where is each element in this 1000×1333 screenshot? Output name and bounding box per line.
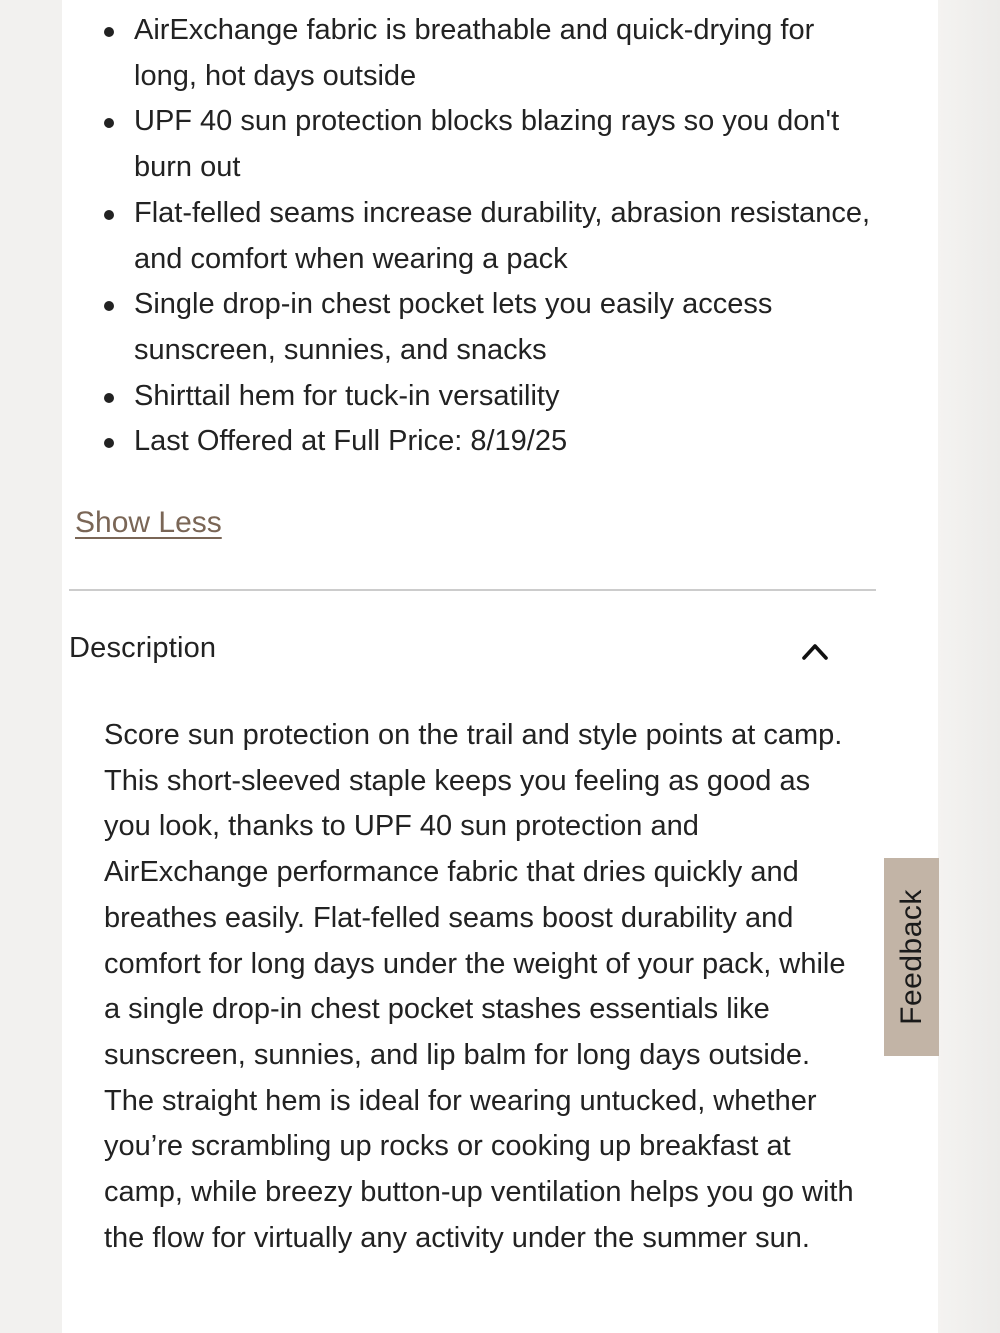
- feature-item: [134, 8, 874, 99]
- feature-list: [134, 8, 874, 465]
- feature-item: [134, 419, 874, 465]
- feedback-label: Feedback: [894, 889, 928, 1025]
- bullet-icon: [104, 301, 114, 311]
- feature-text: Single drop-in chest pocket lets you easily access sunscreen, sunnies, and snacks: [134, 288, 773, 366]
- feature-item: [134, 282, 874, 373]
- bullet-icon: [104, 438, 114, 448]
- feature-text: Last Offered at Full Price: 8/19/25: [134, 425, 568, 458]
- product-details-panel: [62, 0, 938, 1333]
- feature-text: UPF 40 sun protection blocks blazing rays so you don't burn out: [134, 105, 840, 184]
- feature-item: [134, 374, 874, 420]
- bullet-icon: [104, 393, 114, 403]
- feature-text: AirExchange fabric is breathable and quick-drying for long, hot days outside: [134, 14, 815, 92]
- description-body: Score sun protection on the trail and style points at camp. This short-sleeved staple keeps you feeling as good as you look, thanks to UPF 40 sun protection and AirExchange performance fabric that dries quickly and breathes easily. Flat-felled seams boost durability and comfort for long days under the weight of your pack, while a single drop-in chest pocket stashes essentials like sunscreen, sunnies, and lip balm for long days outside. The straight hem is ideal for wearing untucked, whether you’re scrambling up rocks or cooking up breakfast at camp, while breezy button-up ventilation helps you go with the flow for virtually any activity under the summer sun.: [104, 719, 854, 1254]
- bullet-icon: [104, 27, 114, 37]
- feature-item: [134, 191, 874, 282]
- show-less-link[interactable]: Show Less: [75, 506, 222, 539]
- feature-text: Shirttail hem for tuck-in versatility: [134, 379, 560, 412]
- bullet-icon: [104, 118, 114, 128]
- chevron-up-icon[interactable]: [801, 640, 829, 662]
- feature-item: [134, 99, 874, 190]
- page-margin: [938, 0, 1000, 1333]
- section-divider: [69, 589, 876, 591]
- description-accordion-header[interactable]: [69, 622, 839, 682]
- feature-text: Flat-felled seams increase durability, abrasion resistance, and comfort when wearing a pack: [134, 196, 871, 275]
- feedback-button[interactable]: [884, 858, 939, 1056]
- bullet-icon: [104, 210, 114, 220]
- description-title: Description: [69, 632, 217, 664]
